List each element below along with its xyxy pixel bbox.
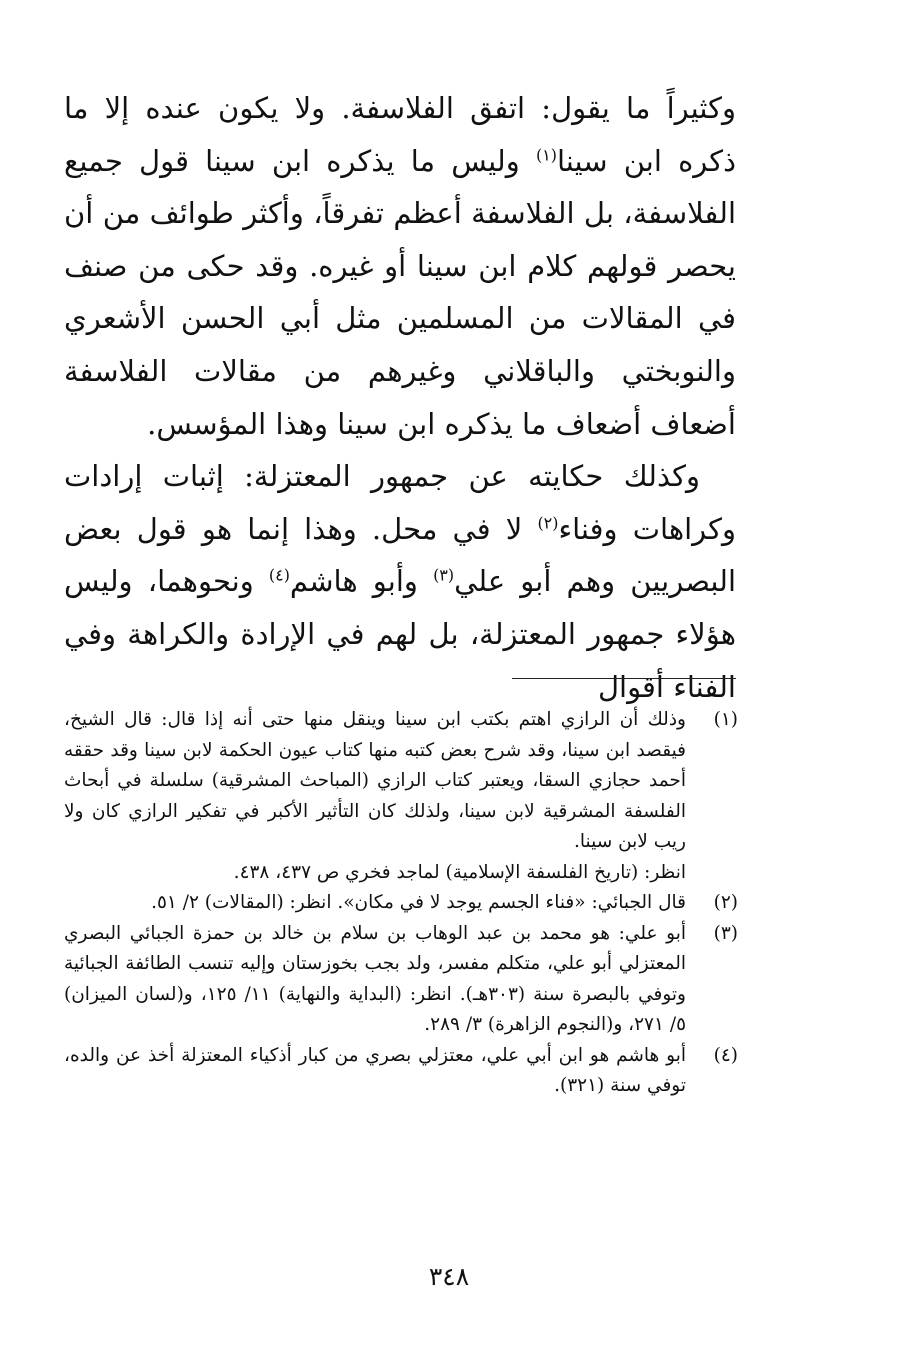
footnote-marker-3: (٣) <box>433 565 455 585</box>
footnote-3-number: (٣) <box>713 922 738 944</box>
paragraph-1-text-a: وكثيراً ما يقول: اتفق الفلاسفة. ولا يكون عنده إلا ما ذكره ابن سينا <box>64 91 736 178</box>
footnote-marker-4: (٤) <box>268 565 290 585</box>
footnote-1-reference: انظر: (تاريخ الفلسفة الإسلامية) لماجد فخري ص ٤٣٧، ٤٣٨. <box>233 861 686 883</box>
footnote-3 <box>64 919 738 1041</box>
main-text <box>64 82 736 713</box>
footnote-4-number: (٤) <box>713 1044 738 1066</box>
footnote-3-text: أبو علي: هو محمد بن عبد الوهاب بن سلام بن خالد بن حمزة الجبائي البصري المعتزلي أبو علي، متكلم مفسر، ولد بجب بخوزستان وإليه تنسب الطائفة الجبائية وتوفي بالبصرة سنة (٣٠٣هـ). انظر: (البداية والنهاية) ١١/ ١٢٥، و(لسان الميزان) ٥/ ٢٧١، و(النجوم الزاهرة) ٣/ ٢٨٩. <box>64 922 686 1035</box>
paragraph-2-text-a: وكذلك حكايته عن جمهور المعتزلة: إثبات إرادات وكراهات وفناء <box>64 459 736 546</box>
footnote-1-text: وذلك أن الرازي اهتم بكتب ابن سينا وينقل منها حتى أنه إذا قال: قال الشيخ، فيقصد ابن سينا، وقد شرح بعض كتبه منها كتاب عيون الحكمة لابن سينا وقد حققه أحمد حجازي السقا، ويعتبر كتاب الرازي (المباحث المشرقية) سلسلة في أبحاث الفلسفة المشرقية لابن سينا، ولذلك كان التأثير الأكبر في تفكير الرازي كان ولا ريب لابن سينا. <box>64 709 686 852</box>
footnote-2-text: قال الجبائي: «فناء الجسم يوجد لا في مكان». انظر: (المقالات) ٢/ ٥١. <box>151 892 686 913</box>
footnote-1-number: (١) <box>713 709 738 730</box>
paragraph-2-text-d: ونحوهما، وليس هؤلاء جمهور المعتزلة، بل لهم في الإرادة والكراهة وفي الفناء أقوال <box>64 564 736 704</box>
footnote-divider <box>512 678 736 679</box>
footnote-4 <box>64 1041 738 1102</box>
page-number: ٣٤٨ <box>428 1262 470 1291</box>
paragraph-1 <box>64 82 736 450</box>
paragraph-1-text-b: وليس ما يذكره ابن سينا قول جميع الفلاسفة، بل الفلاسفة أعظم تفرقاً، وأكثر طوائف من أن يحصر قولهم كلام ابن سينا أو غيره. وقد حكى من صنف في المقالات من المسلمين مثل أبي الحسن الأشعري والنوبختي والباقلاني وغيرهم من مقالات الفلاسفة أضعاف أضعاف ما يذكره ابن سينا وهذا المؤسس. <box>64 143 736 441</box>
footnote-4-text: أبو هاشم هو ابن أبي علي، معتزلي بصري من كبار أذكياء المعتزلة أخذ عن والده، توفي سنة (٣٢١). <box>64 1044 686 1096</box>
paragraph-2-text-b: لا في محل. وهذا إنما هو قول بعض البصريين وهم أبو علي <box>64 511 736 599</box>
footnote-2-number: (٢) <box>713 892 738 913</box>
footnote-1 <box>64 705 738 858</box>
paragraph-2 <box>64 450 736 713</box>
footnote-marker-2: (٢) <box>537 513 559 533</box>
footnotes <box>64 705 738 1102</box>
paragraph-2-text-c: وأبو هاشم <box>289 564 434 599</box>
footnote-2 <box>64 888 738 919</box>
footnote-marker-1: (١) <box>535 144 557 164</box>
